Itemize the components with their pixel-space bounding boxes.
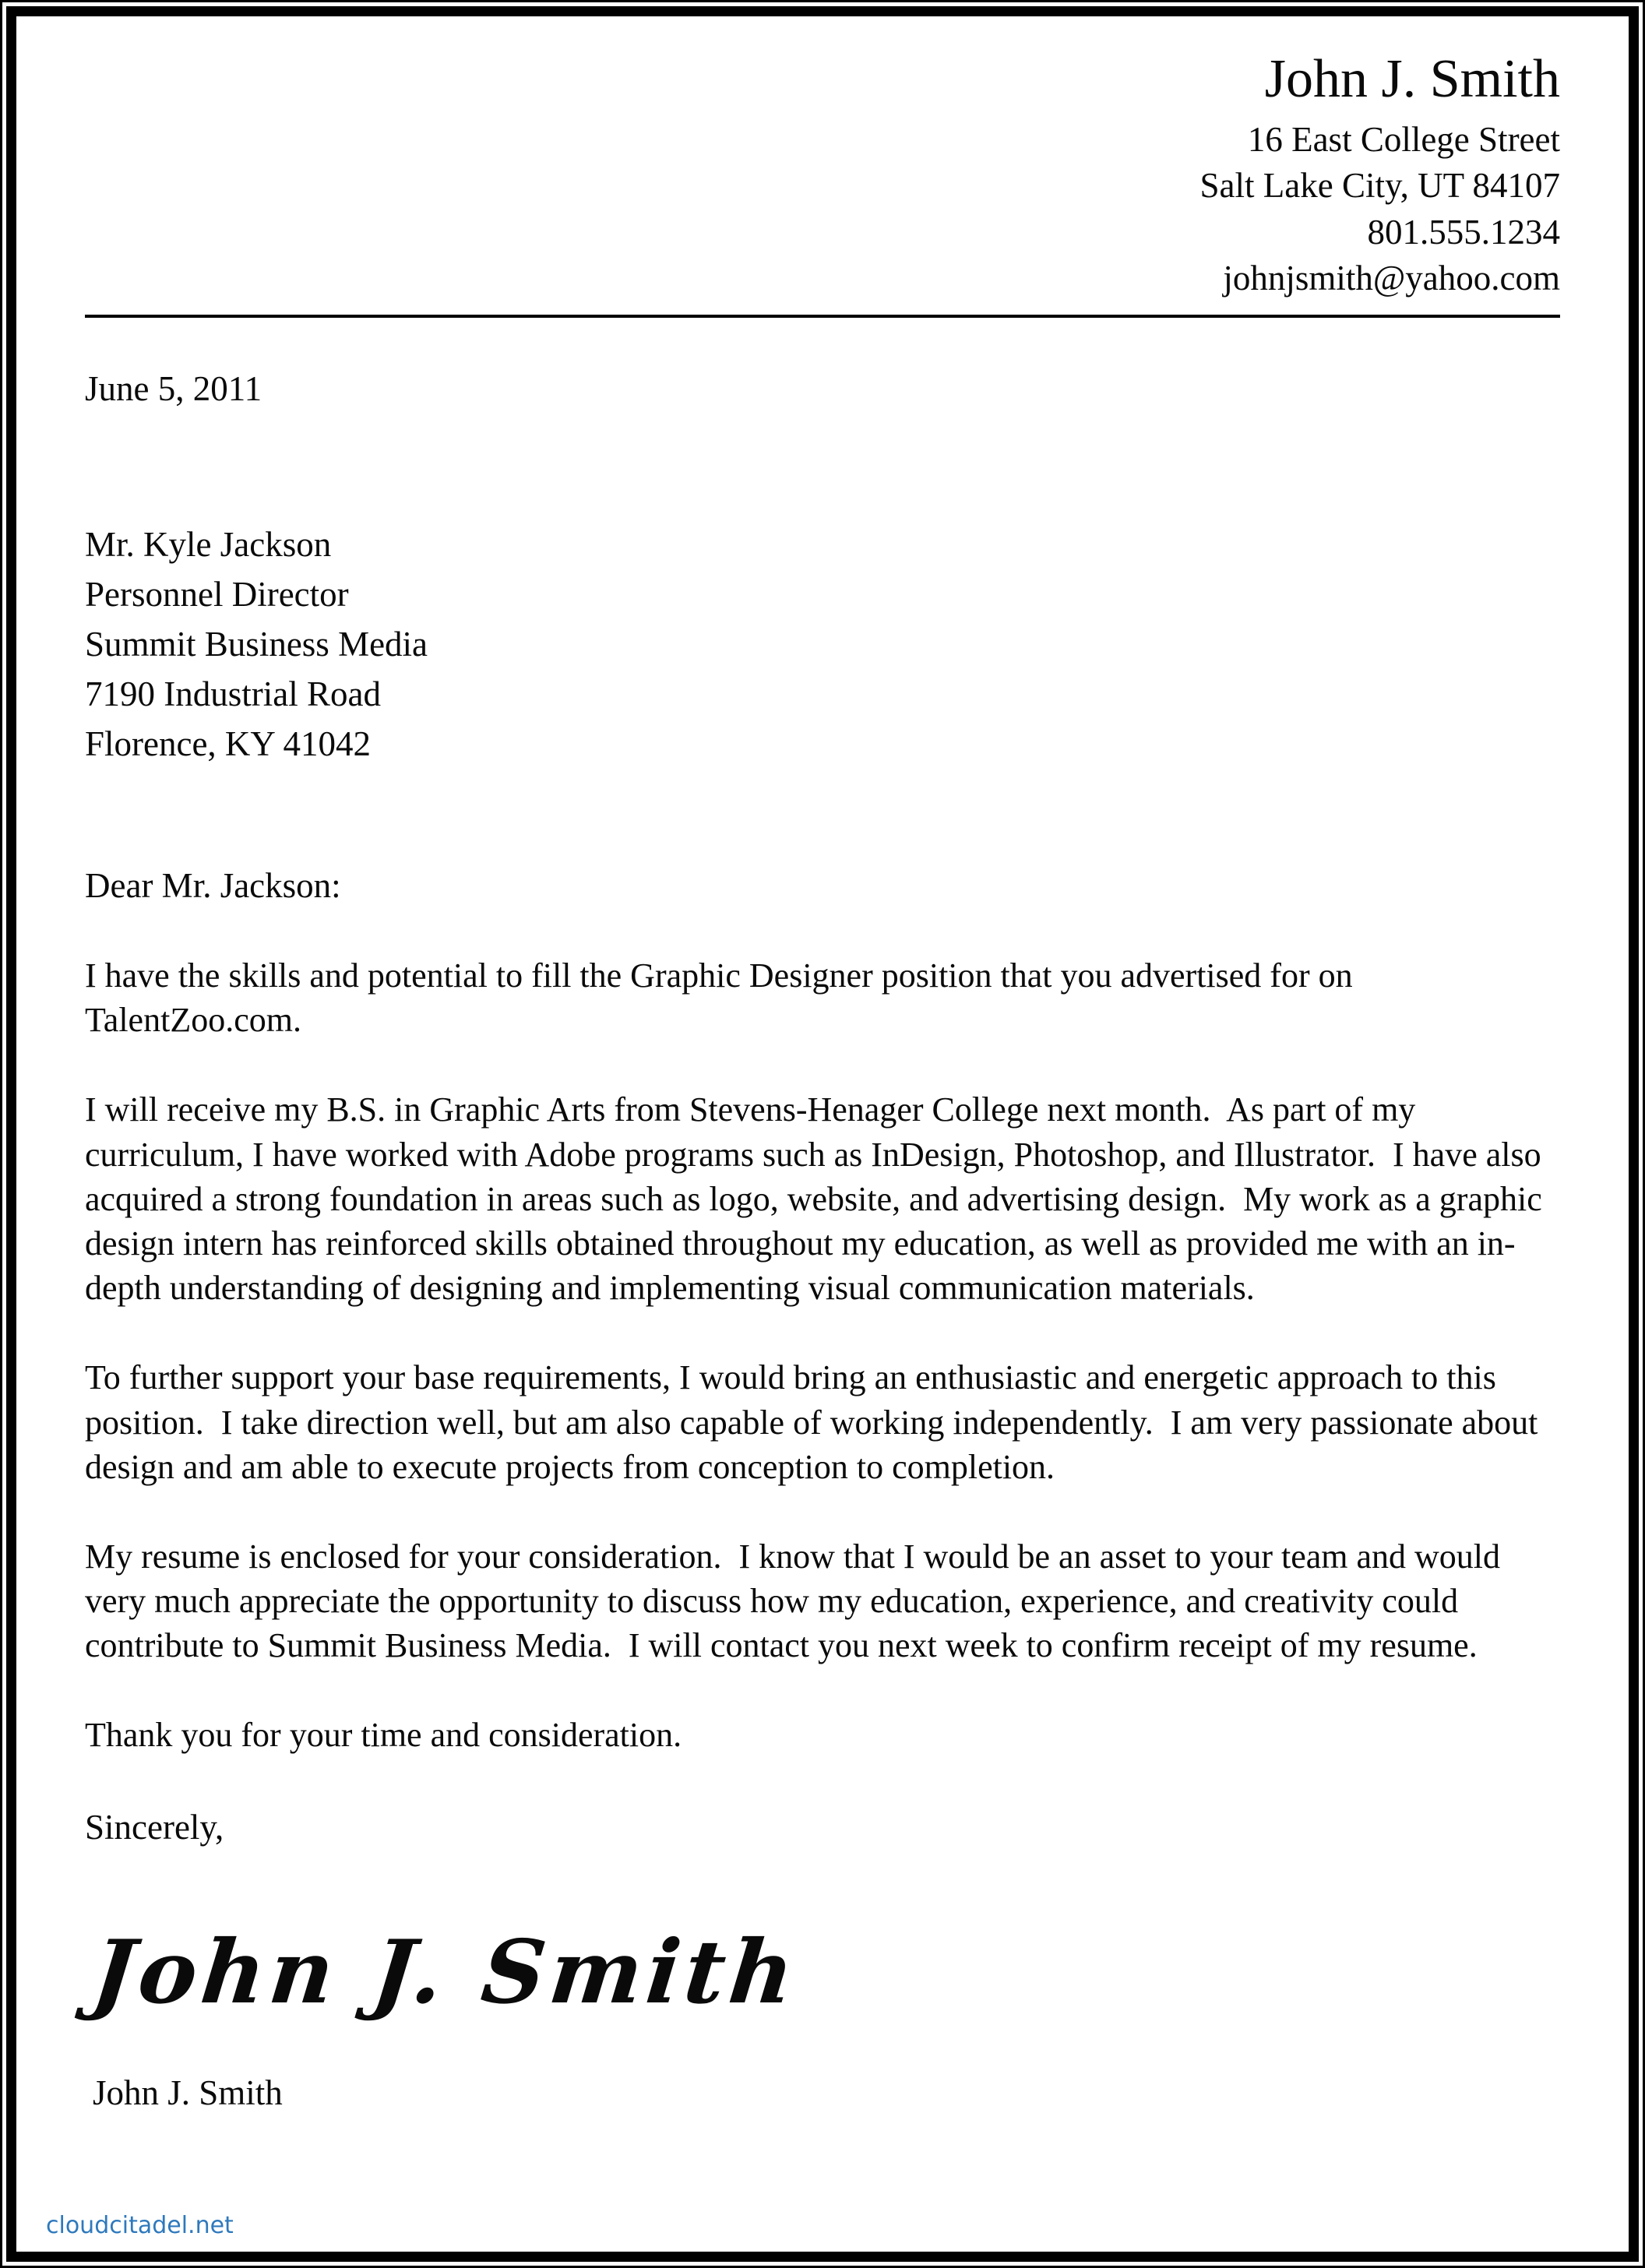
letter-date: June 5, 2011: [85, 368, 262, 408]
typed-signature-name: John J. Smith: [93, 2073, 283, 2113]
recipient-city-state-zip: Florence, KY 41042: [85, 724, 372, 763]
recipient-street: 7190 Industrial Road: [85, 674, 381, 713]
recipient-address: [85, 520, 1560, 769]
header-divider: [85, 315, 1560, 318]
handwritten-signature: John J. Smith: [87, 1921, 804, 2024]
letter-page: [6, 6, 1639, 2262]
salutation: Dear Mr. Jackson:: [85, 865, 341, 905]
closing-salutation: Sincerely,: [85, 1807, 224, 1847]
paragraph-education: I will receive my B.S. in Graphic Arts from Stevens-Henager College next month. As part of my curriculum, I have worked with Adobe programs such as InDesign, Photoshop, and Illustrator. I have also acquired a strong foundation in areas such as logo, website, and advertising design. My work as a graphic design intern has reinforced skills obtained throughout my education, as well as provided me with an in-depth understanding of designing and implementing visual communication materials.: [85, 1090, 1551, 1308]
paragraph-intro: I have the skills and potential to fill the Graphic Designer position that you advertised for on TalentZoo.com.: [85, 956, 1361, 1040]
watermark-link[interactable]: cloudcitadel.net: [46, 2212, 234, 2239]
sender-email: johnjsmith@yahoo.com: [1223, 259, 1560, 298]
recipient-name: Mr. Kyle Jackson: [85, 525, 332, 565]
recipient-title: Personnel Director: [85, 574, 349, 614]
paragraph-thanks: Thank you for your time and consideration.: [85, 1716, 682, 1755]
recipient-company: Summit Business Media: [85, 624, 428, 664]
sender-name: John J. Smith: [1264, 49, 1560, 109]
sender-city-state-zip: Salt Lake City, UT 84107: [1199, 166, 1560, 206]
sender-header: [85, 49, 1560, 302]
paragraph-resume: My resume is enclosed for your consideration. I know that I would be an asset to your team and would very much appreciate the opportunity to discuss how my education, experience, and creativity could contribute to Summit Business Media. I will contact you next week to confirm receipt of my resume.: [85, 1537, 1509, 1665]
sender-street: 16 East College Street: [1247, 120, 1560, 159]
paragraph-qualities: To further support your base requirements, I would bring an enthusiastic and energetic approach to this position. I take direction well, but am also capable of working independently. I am very passionate about design and am able to execute projects from conception to completion.: [85, 1358, 1547, 1486]
sender-phone: 801.555.1234: [1367, 212, 1560, 252]
